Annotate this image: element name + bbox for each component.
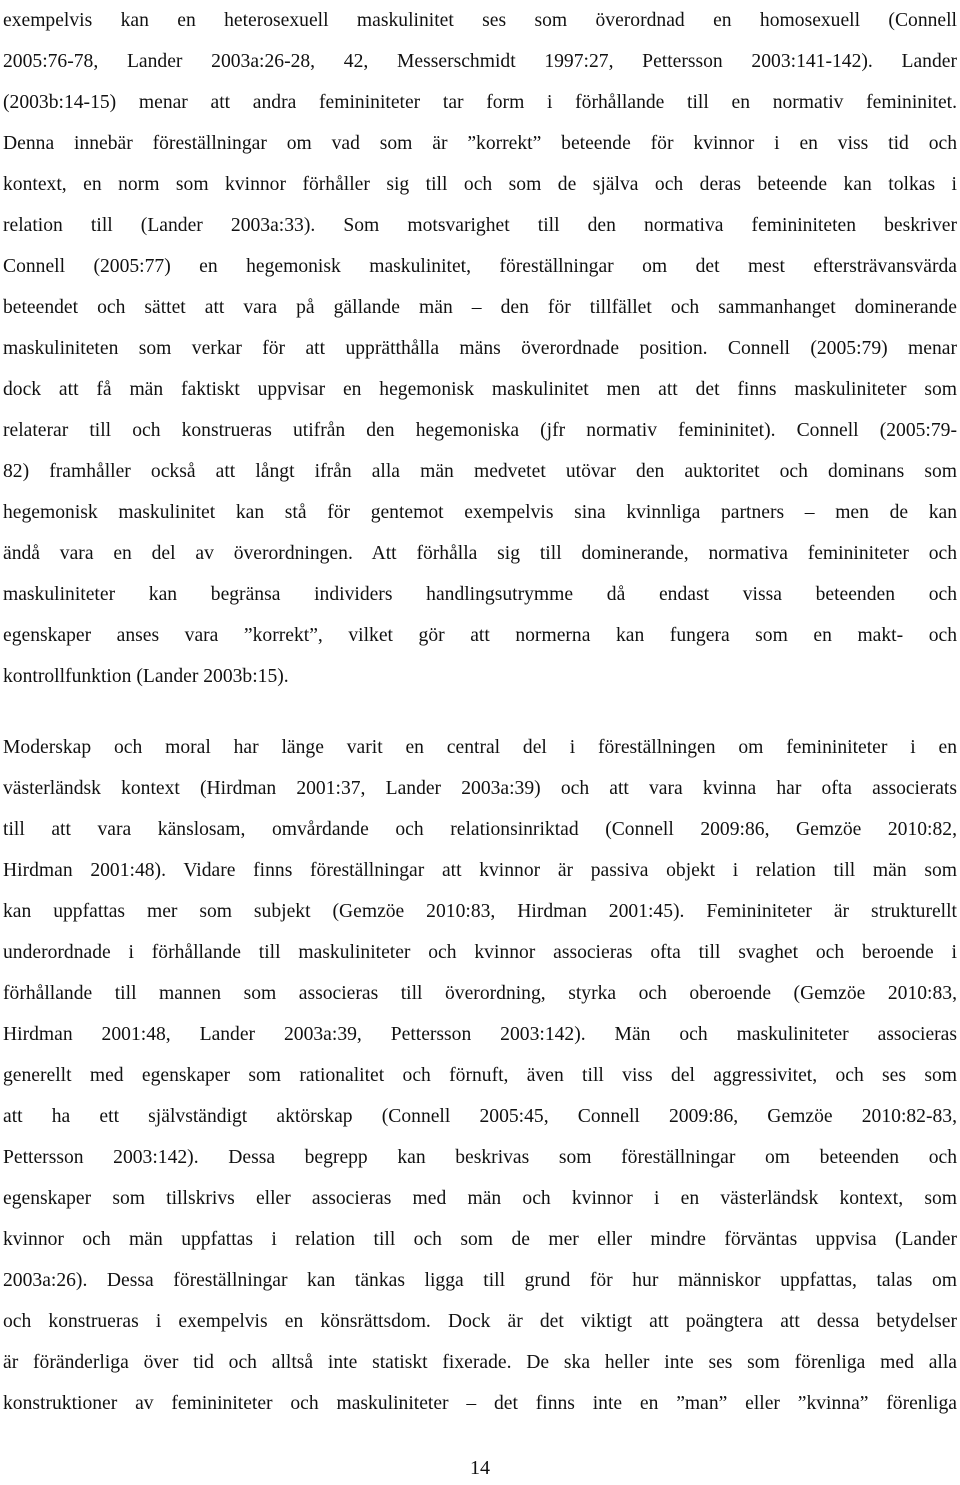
text-line: underordnade i förhållande till maskuliniteter och kvinnor associeras ofta till svaghet och beroende i (3, 942, 957, 963)
text-line: ändå vara en del av överordningen. Att förhålla sig till dominerande, normativa femininiteter och (3, 543, 957, 564)
text-line: Hirdman 2001:48). Vidare finns föreställningar att kvinnor är passiva objekt i relation till män som (3, 860, 957, 881)
text-line: kvinnor och män uppfattas i relation till och som de mer eller mindre förväntas uppvisa (Lander (3, 1229, 957, 1250)
text-line: kontext, en norm som kvinnor förhåller sig till och som de själva och deras beteende kan tolkas i (3, 174, 957, 195)
text-line: maskuliniteter kan begränsa individers handlingsutrymme då endast vissa beteenden och (3, 584, 957, 605)
text-line: generellt med egenskaper som rationalitet och förnuft, även till viss del aggressivitet, och ses som (3, 1065, 957, 1086)
text-line: (2003b:14-15) menar att andra femininiteter tar form i förhållande till en normativ femininitet. (3, 92, 957, 113)
text-line: till att vara känslosam, omvårdande och relationsinriktad (Connell 2009:86, Gemzöe 2010:82, (3, 819, 957, 840)
text-line: 2003a:26). Dessa föreställningar kan tänkas ligga till grund för hur människor uppfattas, talas om (3, 1270, 957, 1291)
text-line: förhållande till mannen som associeras till överordning, styrka och oberoende (Gemzöe 2010:83, (3, 983, 957, 1004)
text-line: Denna innebär föreställningar om vad som är ”korrekt” beteende för kvinnor i en viss tid och (3, 133, 957, 154)
text-line: beteendet och sättet att vara på gällande män – den för tillfället och sammanhanget dominerande (3, 297, 957, 318)
text-line: 82) framhåller också att långt ifrån alla män medvetet utövar den auktoritet och dominans som (3, 461, 957, 482)
text-line: 2005:76-78, Lander 2003a:26-28, 42, Messerschmidt 1997:27, Pettersson 2003:141-142). Lander (3, 51, 957, 72)
page-number: 14 (470, 1457, 490, 1479)
text-line: relaterar till och konstrueras utifrån den hegemoniska (jfr normativ femininitet). Connell (2005:79- (3, 420, 957, 441)
text-line: och konstrueras i exempelvis en könsrättsdom. Dock är det viktigt att poängtera att dessa betydelser (3, 1311, 957, 1332)
text-line: Moderskap och moral har länge varit en central del i föreställningen om femininiteter i en (3, 737, 957, 758)
text-line: är föränderliga över tid och alltså inte statiskt fixerade. De ska heller inte ses som förenliga med alla (3, 1352, 957, 1373)
text-line: hegemonisk maskulinitet kan stå för gentemot exempelvis sina kvinnliga partners – men de kan (3, 502, 957, 523)
text-line: Pettersson 2003:142). Dessa begrepp kan beskrivas som föreställningar om beteenden och (3, 1147, 957, 1168)
text-line: egenskaper anses vara ”korrekt”, vilket gör att normerna kan fungera som en makt- och (3, 625, 957, 646)
text-line: att ha ett självständigt aktörskap (Connell 2005:45, Connell 2009:86, Gemzöe 2010:82-83, (3, 1106, 957, 1127)
text-line: kontrollfunktion (Lander 2003b:15). (3, 666, 289, 687)
text-line: kan uppfattas mer som subjekt (Gemzöe 2010:83, Hirdman 2001:45). Femininiteter är strukturellt (3, 901, 957, 922)
text-line: västerländsk kontext (Hirdman 2001:37, Lander 2003a:39) och att vara kvinna har ofta associerats (3, 778, 957, 799)
text-line: exempelvis kan en heterosexuell maskulinitet ses som överordnad en homosexuell (Connell (3, 10, 957, 31)
text-line: relation till (Lander 2003a:33). Som motsvarighet till den normativa femininiteten beskriver (3, 215, 957, 236)
text-line: Connell (2005:77) en hegemonisk maskulinitet, föreställningar om det mest eftersträvansvärda (3, 256, 957, 277)
text-line: Hirdman 2001:48, Lander 2003a:39, Pettersson 2003:142). Män och maskuliniteter associeras (3, 1024, 957, 1045)
text-line: egenskaper som tillskrivs eller associeras med män och kvinnor i en västerländsk kontext, som (3, 1188, 957, 1209)
text-line: konstruktioner av femininiteter och maskuliniteter – det finns inte en ”man” eller ”kvinna” förenliga (3, 1393, 957, 1414)
text-line: maskuliniteten som verkar för att upprätthålla mäns överordnade position. Connell (2005:79) menar (3, 338, 957, 359)
text-line: dock att få män faktiskt uppvisar en hegemonisk maskulinitet men att det finns maskuliniteter som (3, 379, 957, 400)
